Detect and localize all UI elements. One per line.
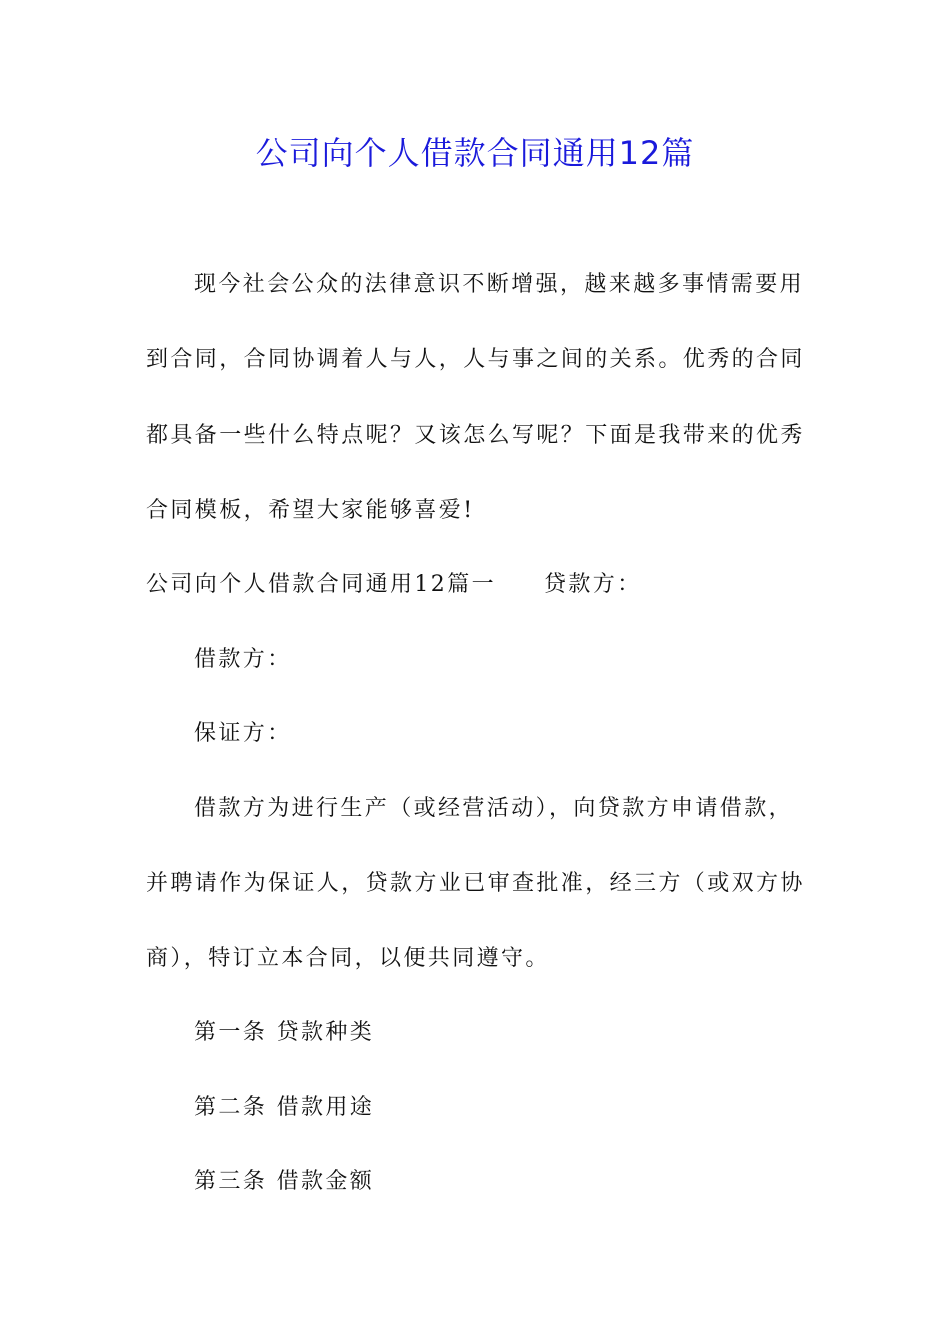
guarantor-label: 保证方： <box>194 721 292 746</box>
intro-line-4: 合同模板，希望大家能够喜爱! <box>146 498 475 523</box>
intro-line-3: 都具备一些什么特点呢？又该怎么写呢？下面是我带来的优秀 <box>146 423 805 448</box>
purpose-line-1: 借款方为进行生产（或经营活动），向贷款方申请借款， <box>194 796 794 821</box>
section-heading-row <box>146 567 816 603</box>
section-heading: 公司向个人借款合同通用12篇一 <box>146 572 496 597</box>
article-3: 第三条 借款金额 <box>194 1169 375 1194</box>
document-title: 公司向个人借款合同通用12篇 <box>255 134 695 172</box>
lender-label: 贷款方： <box>544 572 642 597</box>
article-2: 第二条 借款用途 <box>194 1095 375 1120</box>
purpose-line-2: 并聘请作为保证人，贷款方业已审查批准，经三方（或双方协 <box>146 871 805 896</box>
borrower-label: 借款方： <box>194 647 292 672</box>
intro-line-1: 现今社会公众的法律意识不断增强，越来越多事情需要用 <box>194 272 805 297</box>
purpose-line-3: 商），特订立本合同，以便共同遵守。 <box>146 946 550 971</box>
article-1: 第一条 贷款种类 <box>194 1020 375 1045</box>
intro-line-2: 到合同，合同协调着人与人，人与事之间的关系。优秀的合同 <box>146 347 805 372</box>
